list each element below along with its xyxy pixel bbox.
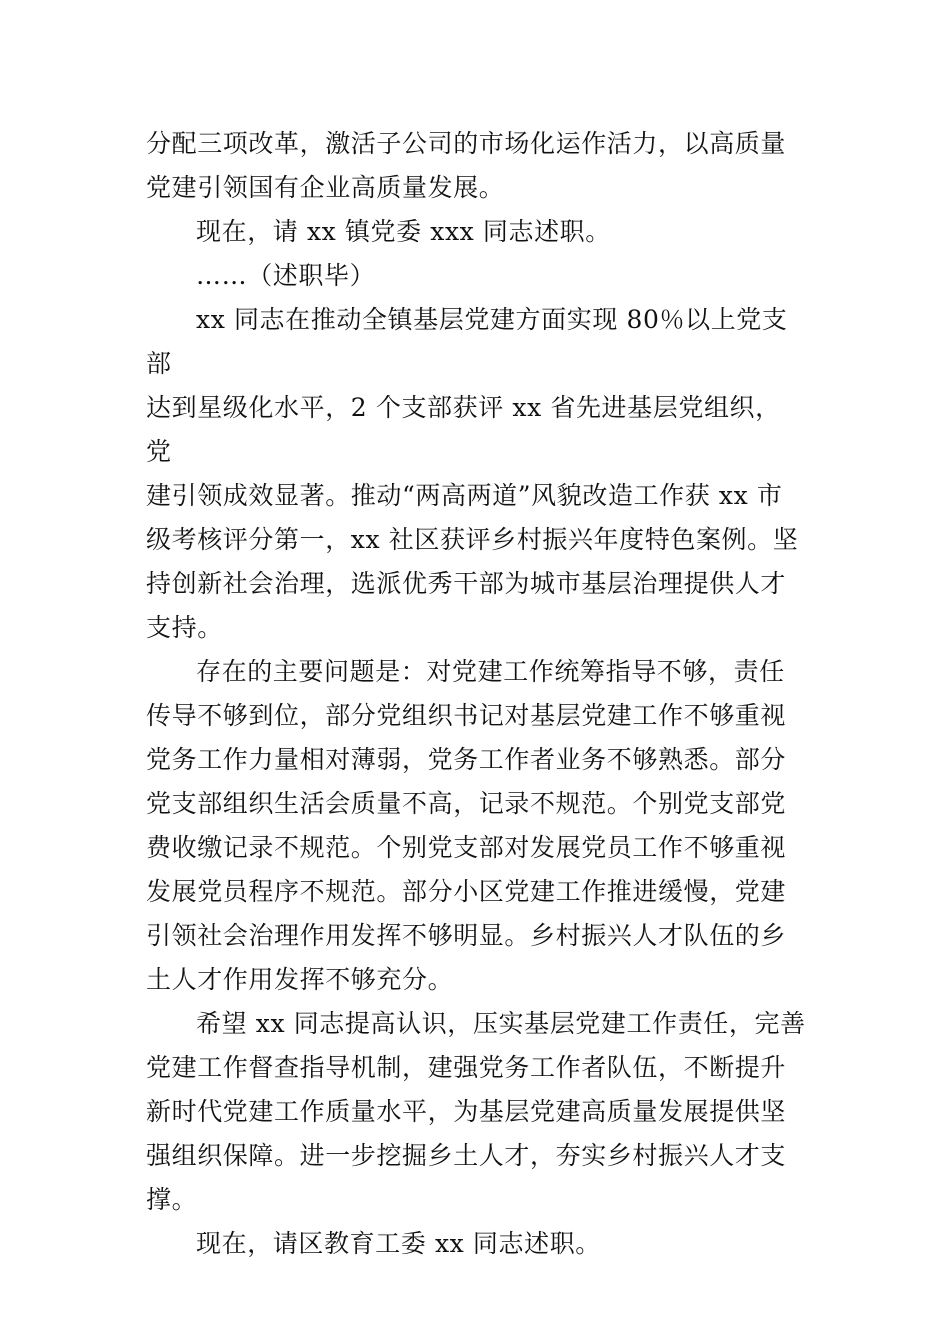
text-line: 土人才作用发挥不够充分。 bbox=[146, 965, 454, 994]
text-line: 存在的主要问题是：对党建工作统筹指导不够，责任 bbox=[196, 657, 785, 686]
paragraph-7 bbox=[146, 1222, 806, 1266]
text-line: 强组织保障。进一步挖掘乡土人才，夯实乡村振兴人才支 bbox=[146, 1141, 787, 1170]
text-line: 引领社会治理作用发挥不够明显。乡村振兴人才队伍的乡 bbox=[146, 921, 787, 950]
text-line: 支持。 bbox=[146, 613, 223, 642]
text-line: 发展党员程序不规范。部分小区党建工作推进缓慢，党建 bbox=[146, 877, 787, 906]
text-line: 达到星级化水平，2 个支部获评 xx 省先进基层党组织，党 bbox=[146, 393, 781, 466]
text-line: 党务工作力量相对薄弱，党务工作者业务不够熟悉。部分 bbox=[146, 745, 787, 774]
paragraph-2 bbox=[146, 210, 806, 254]
text-line: 党建引领国有企业高质量发展。 bbox=[146, 173, 505, 202]
text-line: 希望 xx 同志提高认识，压实基层党建工作责任，完善 bbox=[196, 1009, 806, 1038]
text-line: 传导不够到位，部分党组织书记对基层党建工作不够重视 bbox=[146, 701, 787, 730]
text-line: 现在，请区教育工委 xx 同志述职。 bbox=[196, 1229, 601, 1258]
text-line: 建引领成效显著。推动“两高两道”风貌改造工作获 xx 市 bbox=[146, 481, 783, 510]
text-line: 党建工作督查指导机制，建强党务工作者队伍，不断提升 bbox=[146, 1053, 787, 1082]
text-line: 撑。 bbox=[146, 1185, 198, 1214]
text-line: 现在，请 xx 镇党委 xxx 同志述职。 bbox=[196, 217, 611, 246]
paragraph-1 bbox=[146, 122, 806, 210]
text-line: ……（述职毕） bbox=[196, 261, 376, 290]
text-line: 党支部组织生活会质量不高，记录不规范。个别党支部党 bbox=[146, 789, 787, 818]
paragraph-4 bbox=[146, 298, 806, 650]
text-line: 持创新社会治理，选派优秀干部为城市基层治理提供人才 bbox=[146, 569, 787, 598]
text-line: 费收缴记录不规范。个别党支部对发展党员工作不够重视 bbox=[146, 833, 787, 862]
paragraph-3 bbox=[146, 254, 806, 298]
text-line: 分配三项改革，激活子公司的市场化运作活力，以高质量 bbox=[146, 129, 787, 158]
paragraph-6 bbox=[146, 1002, 806, 1222]
text-line: 新时代党建工作质量水平，为基层党建高质量发展提供坚 bbox=[146, 1097, 787, 1126]
document-body bbox=[146, 122, 806, 1266]
paragraph-5 bbox=[146, 650, 806, 1002]
text-line: xx 同志在推动全镇基层党建方面实现 80％以上党支部 bbox=[146, 305, 788, 378]
text-line: 级考核评分第一，xx 社区获评乡村振兴年度特色案例。坚 bbox=[146, 525, 799, 554]
